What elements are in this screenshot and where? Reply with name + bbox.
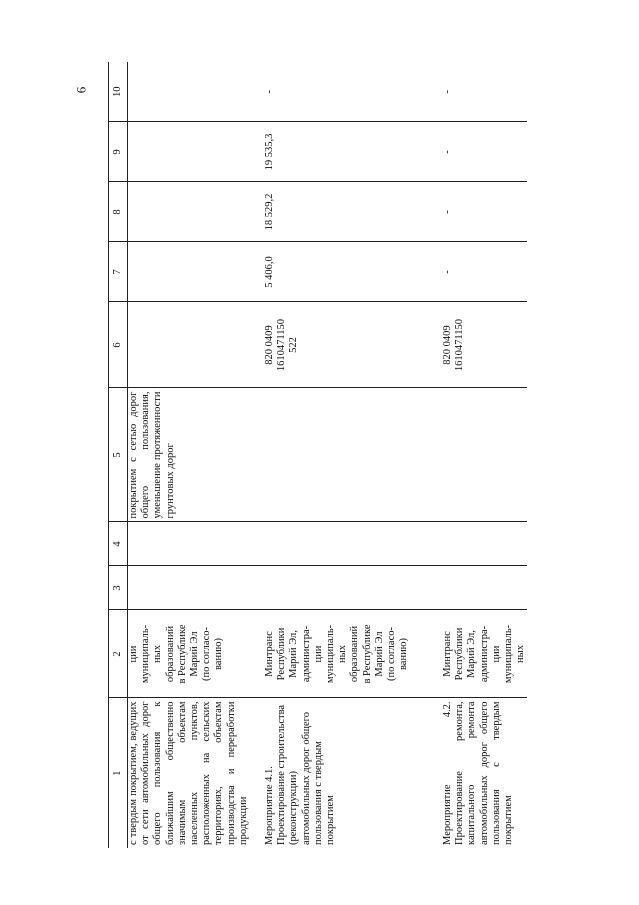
cell-executor: Минтранс Республики Марий Эл, администра- ции муниципаль- ных образований в Республике Марий Эл (по согласо- ванию) xyxy=(256,610,434,698)
column-header-1: 1 xyxy=(109,698,128,848)
table-row-measure-4-1 xyxy=(256,62,434,848)
cell-empty xyxy=(128,62,257,122)
cell-empty xyxy=(128,182,257,242)
column-header-5: 5 xyxy=(109,388,128,522)
table-row-continuation xyxy=(128,62,257,848)
cell-col5 xyxy=(256,388,434,522)
cell-executor: ции муниципаль- ных образований в Республике Марий Эл (по согласо- ванию) xyxy=(128,610,257,698)
cell-col4 xyxy=(434,522,527,566)
column-number-row xyxy=(109,62,128,848)
cell-result: покрытием с сетью дорог общего пользования, уменьшение протяженности грунтовых дорог xyxy=(128,388,257,522)
budget-table xyxy=(108,62,527,848)
cell-amount-9: 19 535,3 xyxy=(256,122,434,182)
cell-budget-code: 820 0409 1610471150 xyxy=(434,302,527,388)
cell-amount-8: - xyxy=(434,182,527,242)
cell-measure-name: Мероприятие 4.1. Проектирование строительства (реконструкции) автомобильных дорог общего пользования с твердым покрытием xyxy=(264,704,337,845)
column-header-10: 10 xyxy=(109,62,128,122)
cell-amount-10: - xyxy=(434,62,527,122)
cell-amount-10: - xyxy=(256,62,434,122)
rotated-table-container xyxy=(108,62,528,848)
cell-amount-8: 18 529,2 xyxy=(256,182,434,242)
cell-executor: Минтранс Республики Марий Эл, администра- ции муниципаль- ных xyxy=(434,610,527,698)
column-header-4: 4 xyxy=(109,522,128,566)
column-header-3: 3 xyxy=(109,566,128,610)
cell-amount-7: - xyxy=(434,242,527,302)
cell-amount-9: - xyxy=(434,122,527,182)
column-header-6: 6 xyxy=(109,302,128,388)
cell-col4 xyxy=(256,522,434,566)
table-row-measure-4-2 xyxy=(434,62,527,848)
cell-budget-code: 820 0409 1610471150 522 xyxy=(256,302,434,388)
column-header-9: 9 xyxy=(109,122,128,182)
cell-amount-7: 5 406,0 xyxy=(256,242,434,302)
cell-empty xyxy=(128,122,257,182)
column-header-2: 2 xyxy=(109,610,128,698)
column-header-8: 8 xyxy=(109,182,128,242)
cell-col5 xyxy=(434,388,527,522)
cell-col3 xyxy=(256,566,434,610)
column-header-7: 7 xyxy=(109,242,128,302)
cell-measure-name: Мероприятие 4.2. Проектирование ремонта, капитального ремонта автомобильных дорог общего пользования с твердым покрытием xyxy=(442,701,515,845)
cell-empty xyxy=(128,302,257,388)
page-number: 6 xyxy=(73,86,89,94)
cell-col3 xyxy=(434,566,527,610)
cell-empty xyxy=(128,566,257,610)
cell-empty xyxy=(128,242,257,302)
cell-description: с твердым покрытием, ведущих от сети автомобильных дорог общего пользования к ближайшим общественно значимым объектам населенных пунктов, расположенных на сельских территориях, объектам производства и переработки продукции xyxy=(128,701,249,845)
cell-empty xyxy=(128,522,257,566)
